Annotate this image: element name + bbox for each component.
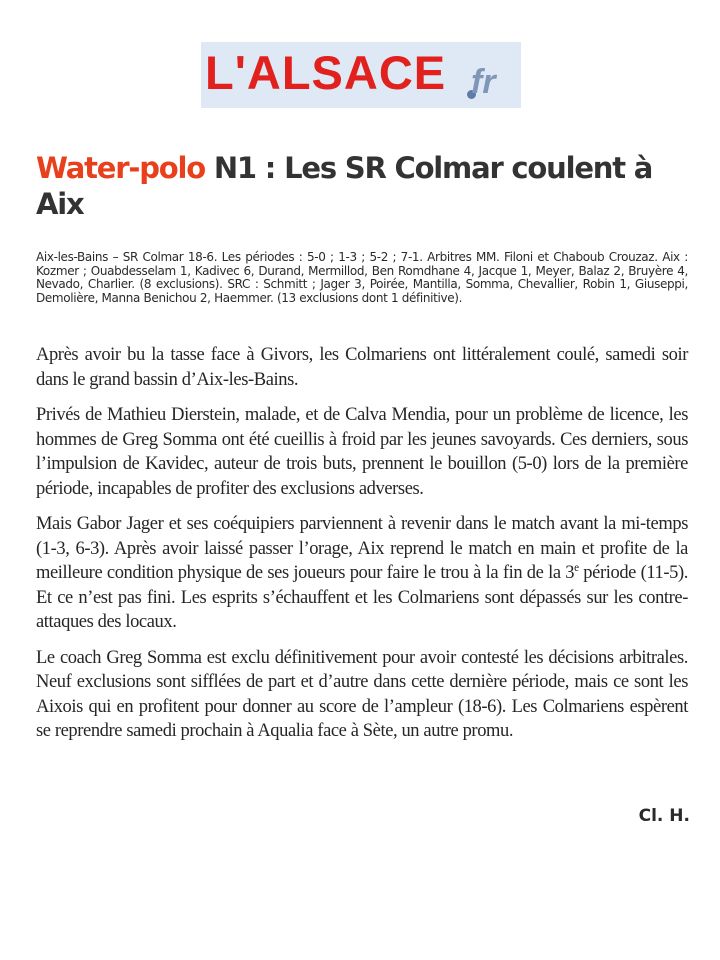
paragraph-3-end: période (11-5). Et ce n’est pas fini. Les esprits s’échauffent et les Colmariens sont dépassés sur les contre-attaques des locaux. <box>36 563 688 632</box>
headline-title: N1 : Les SR Colmar coulent à Aix <box>36 151 653 221</box>
masthead-name: L'ALSACE <box>205 46 447 99</box>
paragraph-1: Après avoir bu la tasse face à Givors, les Colmariens ont littéralement coulé, samedi soir dans le grand bassin d’Aix-les-Bains. <box>36 345 688 390</box>
article-headline <box>36 150 696 222</box>
masthead-logo <box>201 42 521 108</box>
masthead-suffix: fr <box>471 63 496 101</box>
paragraph-3 <box>36 512 688 635</box>
paragraph-3-start: Mais Gabor Jager et ses coéquipiers parviennent à revenir dans le match avant la mi-temps (1-3, 6-3). Après avoir laissé passer l’orage, Aix reprend le match en main et profite de la meilleure condition physique de ses joueurs pour faire le trou à la fin de la 3 <box>36 514 688 583</box>
headline-sport: Water-polo <box>36 151 205 185</box>
ordinal-suffix: e <box>574 561 579 574</box>
match-results: Aix-les-Bains – SR Colmar 18-6. Les périodes : 5-0 ; 1-3 ; 5-2 ; 7-1. Arbitres MM. Filoni et Chaboub Crouzaz. Aix : Kozmer ; Ouabdesselam 1, Kadivec 6, Durand, Mermillod, Ben Romdhane 4, Jacque 1, Meyer, Balaz 2, Bruyère 4, Nevado, Charlier. (8 exclusions). SRC : Schmitt ; Jager 3, Poirée, Mantilla, Somma, Chevallier, Robin 1, Giuseppi, Demolière, Manna Benichou 2, Haemmer. (13 exclusions dont 1 définitive). <box>36 250 688 305</box>
paragraph-2: Privés de Mathieu Dierstein, malade, et de Calva Mendia, pour un problème de licence, les hommes de Greg Somma ont été cueillis à froid par les jeunes savoyards. Ces derniers, sous l’impulsion de Kavidec, auteur de trois buts, prennent le bouillon (5-0) lors de la première période, incapables de profiter des exclusions adverses. <box>36 405 688 499</box>
article-body <box>36 343 688 755</box>
paragraph-4: Le coach Greg Somma est exclu définitivement pour avoir contesté les décisions arbitrales. Neuf exclusions sont sifflées de part et d’autre dans cette dernière période, mais ce sont les Aixois qui en profitent pour donner au score de l’ampleur (18-6). Les Colmariens espèrent se reprendre samedi prochain à Aqualia face à Sète, un autre promu. <box>36 647 688 741</box>
author-signature: Cl. H. <box>638 806 690 826</box>
